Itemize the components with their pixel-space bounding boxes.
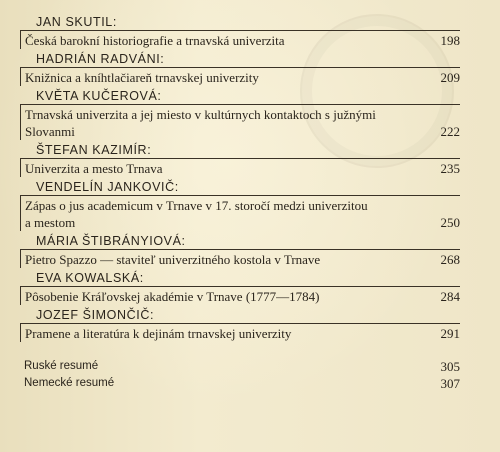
leader-dots: [355, 288, 424, 305]
toc-author: VENDELÍN JANKOVIČ:: [36, 180, 179, 194]
toc-author: HADRIÁN RADVÁNI:: [36, 52, 165, 66]
resume-row: [20, 358, 460, 375]
toc-page-number: 209: [440, 70, 460, 85]
toc-page-number: 222: [440, 124, 460, 139]
toc-title-line: [25, 69, 460, 86]
toc-entry-box: [20, 67, 460, 86]
table-of-contents: [20, 14, 460, 342]
toc-page-number: 291: [440, 326, 460, 341]
resume-row: [20, 375, 460, 392]
toc-author: MÁRIA ŠTIBRÁNYIOVÁ:: [36, 234, 186, 248]
resume-label: Nemecké resumé: [24, 377, 115, 389]
leader-dots: [89, 214, 424, 231]
toc-title: Knižnica a kníhtlačiareň trnavskej univerzity: [25, 70, 259, 85]
toc-entry-box: [20, 158, 460, 177]
toc-entry: [20, 179, 460, 231]
toc-page-number: 284: [440, 289, 460, 304]
leader-dots: [303, 69, 424, 86]
toc-author: KVĚTA KUČEROVÁ:: [36, 89, 162, 103]
toc-entry-box: [20, 249, 460, 268]
toc-title: Pôsobenie Kráľovskej akadémie v Trnave (1777—1784): [25, 289, 320, 304]
toc-title-line: [25, 288, 460, 305]
toc-entry: [20, 233, 460, 268]
toc-page-number: 198: [440, 33, 460, 48]
toc-author: ŠTEFAN KAZIMÍR:: [36, 143, 152, 157]
leader-dots: [377, 251, 424, 268]
toc-title: Pietro Spazzo — staviteľ univerzitného kostola v Trnave: [25, 252, 321, 267]
toc-title-line: [25, 214, 460, 231]
toc-title-continuation: a mestom: [25, 215, 76, 230]
toc-entry: [20, 307, 460, 342]
toc-title-line: [25, 251, 460, 268]
leader-dots: [195, 160, 424, 177]
leader-dots: [116, 358, 424, 375]
toc-title: Univerzita a mesto Trnava: [25, 161, 163, 176]
toc-title-first-line: Trnavská univerzita a jej miesto v kultúrnych kontaktoch s južnými: [25, 107, 376, 122]
toc-entry: [20, 51, 460, 86]
toc-entry: [20, 14, 460, 49]
leader-dots: [325, 32, 424, 49]
toc-title: Pramene a literatúra k dejinám trnavskej univerzity: [25, 326, 292, 341]
toc-author: JAN SKUTIL:: [36, 15, 117, 29]
leader-dots: [347, 325, 424, 342]
toc-entry: [20, 270, 460, 305]
toc-entry: [20, 142, 460, 177]
toc-title-continuation: Slovanmi: [25, 124, 75, 139]
toc-title-first-line: Zápas o jus academicum v Trnave v 17. storočí medzi univerzitou: [25, 198, 368, 213]
toc-author: JOZEF ŠIMONČIČ:: [36, 308, 155, 322]
resume-page-number: 305: [440, 359, 460, 374]
toc-title: Česká barokní historiografie a trnavská univerzita: [25, 33, 285, 48]
toc-page-number: 268: [440, 252, 460, 267]
toc-entry-box: [20, 195, 460, 231]
toc-title-line: [25, 32, 460, 49]
resume-section: [20, 358, 460, 392]
toc-title-line: [25, 325, 460, 342]
leader-dots: [87, 123, 424, 140]
resume-page-number: 307: [440, 376, 460, 391]
toc-title-line: [25, 160, 460, 177]
toc-entry: [20, 88, 460, 140]
toc-entry-box: [20, 323, 460, 342]
toc-title-line: [25, 123, 460, 140]
toc-entry-box: [20, 104, 460, 140]
toc-page-number: 235: [440, 161, 460, 176]
toc-entry-box: [20, 286, 460, 305]
leader-dots: [132, 375, 424, 392]
toc-entry-box: [20, 30, 460, 49]
toc-author: EVA KOWALSKÁ:: [36, 271, 144, 285]
toc-page-number: 250: [440, 215, 460, 230]
resume-label: Ruské resumé: [24, 360, 99, 372]
